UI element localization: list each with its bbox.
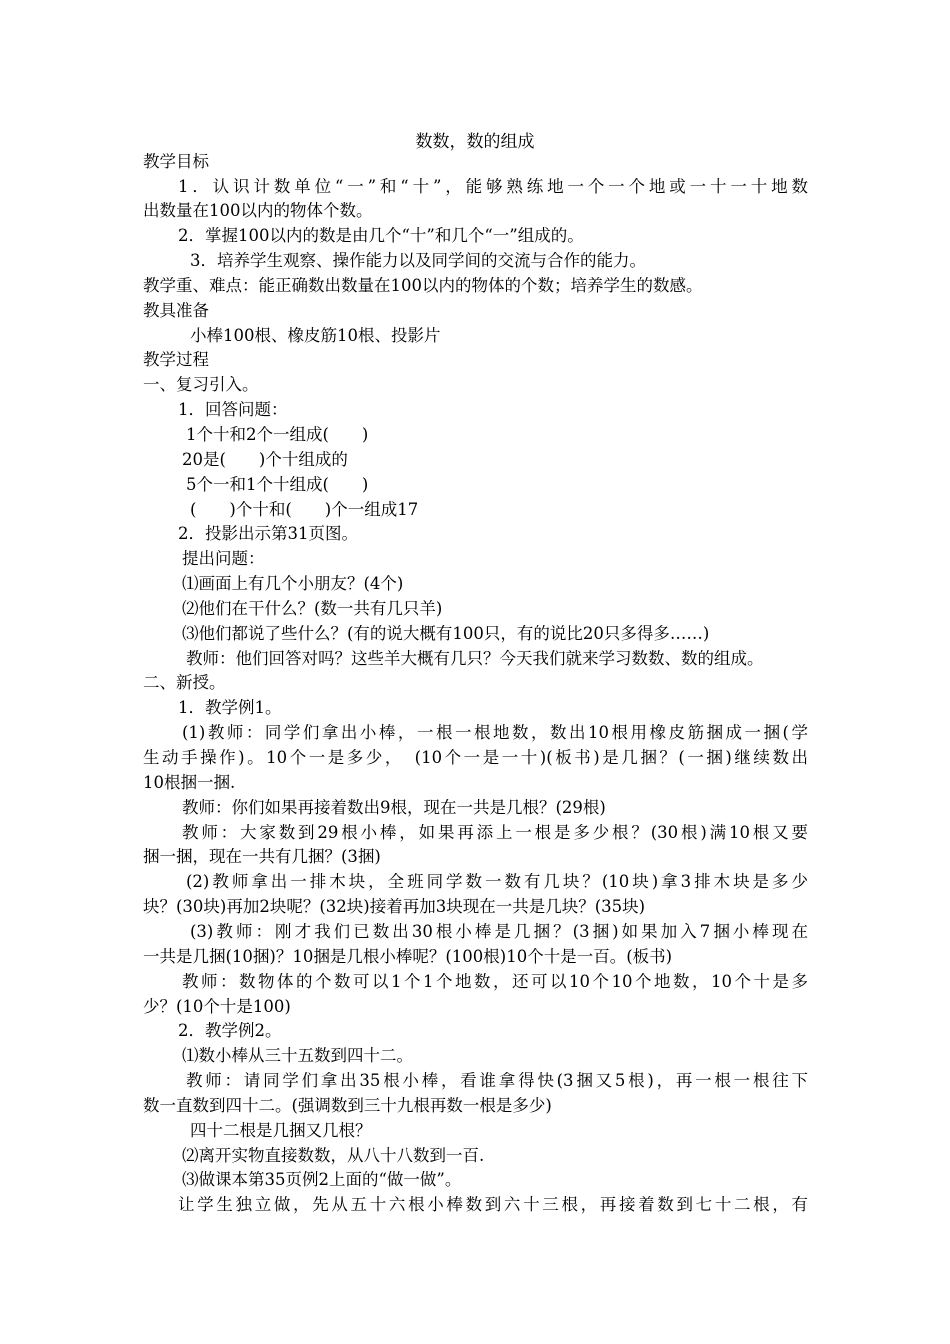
text-line: ⑴数小棒从三十五数到四十二。 xyxy=(182,1046,413,1065)
text-line: (2)教师拿出一排木块，全班同学数一数有几块？(10块)拿3排木块是多少 xyxy=(186,872,808,891)
text-line: 二、新授。 xyxy=(143,673,226,692)
text-line: 教师：数物体的个数可以1个1个地数，还可以10个10个地数，10个十是多 xyxy=(182,972,808,991)
text-line: 让学生独立做，先从五十六根小棒数到六十三根，再接着数到七十二根，有 xyxy=(178,1195,808,1214)
text-line: 教学目标 xyxy=(143,152,209,171)
text-line: (1)教师：同学们拿出小棒，一根一根地数，数出10根用橡皮筋捆成一捆(学 xyxy=(182,723,808,742)
text-line: 一共是几捆(10捆)？10捆是几根小棒呢？(100根)10个十是一百。(板书) xyxy=(143,947,673,966)
text-line: 教师：大家数到29根小棒，如果再添上一根是多少根？(30根)满10根又要 xyxy=(182,823,808,842)
text-line: 捆一捆，现在一共有几捆？(3捆) xyxy=(143,847,381,866)
text-line: 1个十和2个一组成( ) xyxy=(186,425,369,444)
text-line: ⑵他们在干什么？(数一共有几只羊) xyxy=(182,599,443,618)
text-line: ⑵离开实物直接数数，从八十八数到一百. xyxy=(182,1146,485,1165)
text-line: (3)教师：刚才我们已数出30根小棒是几捆？(3捆)如果加入7捆小棒现在 xyxy=(190,922,808,941)
text-line: 教师：请同学们拿出35根小棒，看谁拿得快(3捆又5根)，再一根一根往下 xyxy=(186,1071,808,1090)
text-line: 教师：你们如果再接着数出9根，现在一共是几根？(29根) xyxy=(182,798,606,817)
text-line: 四十二根是几捆又几根？ xyxy=(190,1121,372,1140)
text-line: ( )个十和( )个一组成17 xyxy=(190,500,419,519)
text-line: 10根捆一捆. xyxy=(143,773,236,792)
text-line: ⑶做课本第35页例2上面的“做一做”。 xyxy=(182,1170,462,1189)
text-line: 数一直数到四十二。(强调数到三十九根再数一根是多少) xyxy=(143,1096,552,1115)
text-line: 一、复习引入。 xyxy=(143,375,259,394)
text-line: 教学过程 xyxy=(143,350,209,369)
text-line: ⑴画面上有几个小朋友？(4个) xyxy=(182,574,404,593)
text-line: 少？(10个十是100) xyxy=(143,997,291,1016)
text-line: 2．投影出示第31页图。 xyxy=(178,524,358,543)
text-line: 2．掌握100以内的数是由几个“十”和几个“一”组成的。 xyxy=(178,226,584,245)
text-line: 生动手操作)。10个一是多少， (10个一是一十)(板书)是几捆？(一捆)继续数出 xyxy=(143,748,808,767)
text-line: ⑶他们都说了些什么？(有的说大概有100只，有的说比20只多得多……) xyxy=(182,624,710,643)
text-line: 1．认识计数单位“一”和“十”，能够熟练地一个一个地或一十一十地数 xyxy=(178,177,808,196)
text-line: 教师：他们回答对吗？这些羊大概有几只？今天我们就来学习数数、数的组成。 xyxy=(186,649,764,668)
document-title: 数数，数的组成 xyxy=(415,132,535,152)
text-line: 1．回答问题： xyxy=(178,400,288,419)
text-line: 出数量在100以内的物体个数。 xyxy=(143,201,373,220)
text-line: 2．教学例2。 xyxy=(178,1021,282,1040)
text-line: 提出问题： xyxy=(182,549,265,568)
text-line: 5个一和1个十组成( ) xyxy=(186,475,369,494)
text-line: 块？(30块)再加2块呢？(32块)接着再加3块现在一共是几块？(35块) xyxy=(143,897,646,916)
text-line: 教具准备 xyxy=(143,301,209,320)
text-line: 20是( )个十组成的 xyxy=(182,450,348,469)
text-line: 3．培养学生观察、操作能力以及同学间的交流与合作的能力。 xyxy=(190,251,646,270)
text-line: 小棒100根、橡皮筋10根、投影片 xyxy=(190,326,441,345)
text-line: 教学重、难点：能正确数出数量在100以内的物体的个数；培养学生的数感。 xyxy=(143,276,703,295)
text-line: 1．教学例1。 xyxy=(178,698,282,717)
